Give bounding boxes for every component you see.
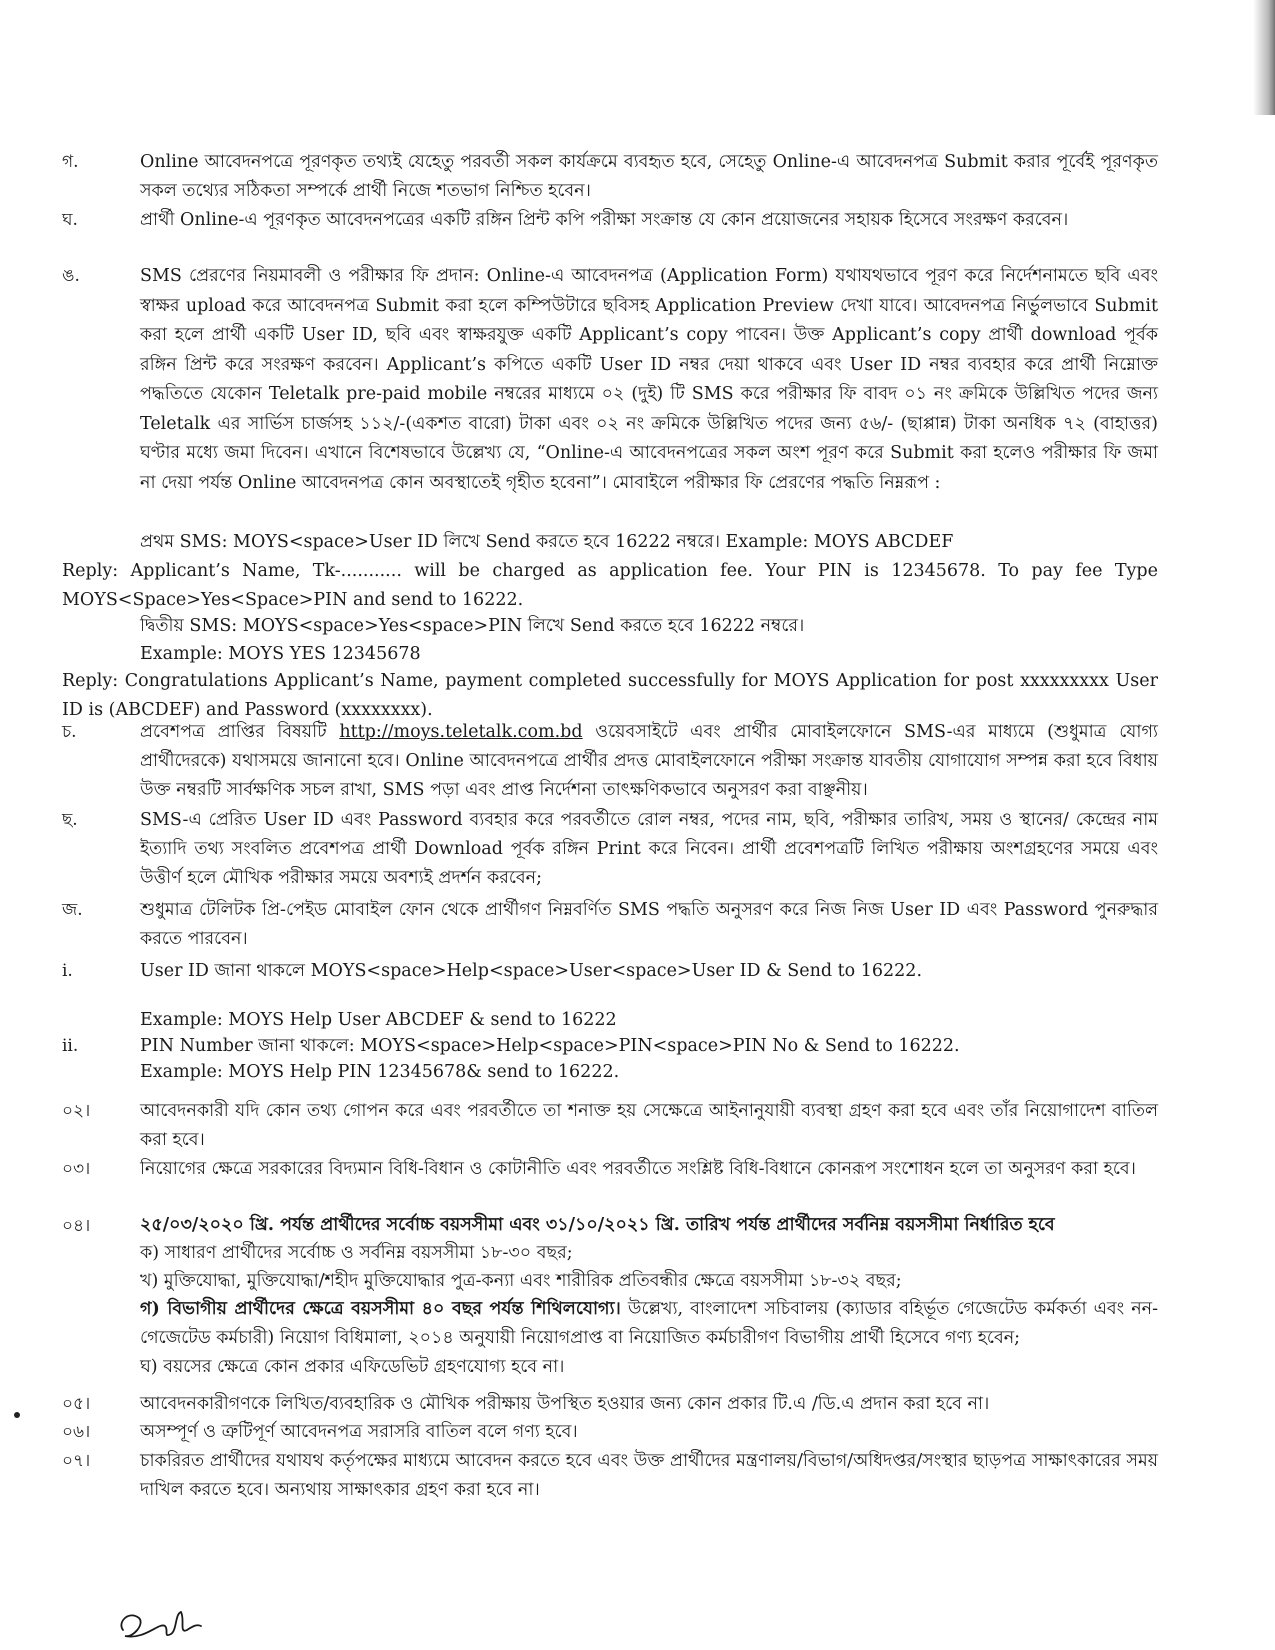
age-block [140, 1212, 1158, 1382]
item-chha-download [62, 806, 1158, 893]
item-text: আবেদনকারী যদি কোন তথ্য গোপন করে এবং পরবর্তীতে তা শনাক্ত হয় সেক্ষেত্রে আইনানুযায়ী ব্যবস্থা গ্রহণ করা হবে এবং তাঁর নিয়োগাদেশ বাতিল করা হবে। [140, 1101, 1158, 1150]
item-marker: চ. [62, 722, 77, 742]
age-departmental [140, 1295, 1158, 1353]
item-marker: ০৪। [62, 1216, 91, 1236]
clause-03 [62, 1155, 1158, 1184]
admit-text-post: ওয়েবসাইটে এবং প্রার্থীর মোবাইলফোনে SMS-এর মাধ্যমে (শুধুমাত্র যোগ্য প্রার্থীদেরকে) যথাসময়ে জানানো হবে। Online আবেদনপত্রে প্রার্থীর প্রদত্ত মোবাইলফোনে পরীক্ষা সংক্রান্ত যাবতীয় যোগাযোগ সম্পন্ন করা হবে বিধায় উক্ত নম্বরটি সার্বক্ষণিক সচল রাখা, SMS পড়া এবং প্রাপ্ত নির্দেশনা তাৎক্ষণিকভাবে অনুসরণ করা বাঞ্ছনীয়। [140, 722, 1158, 800]
teletalk-website-link[interactable]: http://moys.teletalk.com.bd [339, 722, 583, 742]
item-marker: গ. [62, 152, 79, 172]
item-marker: ছ. [62, 810, 78, 830]
age-heading: ২৫/০৩/২০২০ খ্রি. পর্যন্ত প্রার্থীদের সর্বোচ্চ বয়সসীমা এবং ৩১/১০/২০২১ খ্রি. তারিখ পর্যন্ত প্রার্থীদের সর্বনিম্ন বয়সসীমা নির্ধারিত হবে [140, 1215, 1055, 1235]
recover-pin [62, 1032, 1158, 1061]
age-departmental-note: উল্লেখ্য, বাংলাদেশ সচিবালয় (ক্যাডার বহির্ভূত গেজেটেড কর্মকর্তা এবং নন-গেজেটেড কর্মচারী) নিয়োগ বিধিমালা, ২০১৪ অনুযায়ী নিয়োগপ্রাপ্ত বা নিয়োজিত কর্মচারীগণ বিভাগীয় প্রার্থী হিসেবে গণ্য হবেন; [140, 1299, 1159, 1348]
recover-user-id [62, 957, 1158, 986]
item-marker: i. [62, 961, 73, 981]
item-gha [62, 206, 1158, 235]
admit-text-pre: প্রবেশপত্র প্রাপ্তির বিষয়টি [140, 722, 340, 742]
age-general: ক) সাধারণ প্রার্থীদের সর্বোচ্চ ও সর্বনিম্ন বয়সসীমা ১৮-৩০ বছর; [140, 1243, 573, 1263]
scan-shadow [1253, 0, 1275, 115]
item-ja-recovery [62, 896, 1158, 954]
item-text: আবেদনকারীগণকে লিখিত/ব্যবহারিক ও মৌখিক পরীক্ষায় উপস্থিত হওয়ার জন্য কোন প্রকার টি.এ /ডি.এ প্রদান করা হবে না। [140, 1394, 990, 1414]
item-cha-admit-card [62, 718, 1158, 805]
item-text: PIN Number জানা থাকলে: MOYS<space>Help<space>PIN<space>PIN No & Send to 16222. [140, 1036, 960, 1056]
clause-05 [62, 1390, 1158, 1419]
item-text: SMS-এ প্রেরিত User ID এবং Password ব্যবহার করে পরবর্তীতে রোল নম্বর, পদের নাম, ছবি, পরীক্ষার তারিখ, সময় ও স্থানের/ কেন্দ্রের নাম ইত্যাদি তথ্য সংবলিত প্রবেশপত্র প্রার্থী Download পূর্বক রঙ্গিন Print করে নিবেন। প্রার্থী প্রবেশপত্রটি লিখিত পরীক্ষায় অংশগ্রহণের সময়ে এবং উত্তীর্ণ হলে মৌখিক পরীক্ষার সময়ে অবশ্যই প্রদর্শন করবেন; [140, 810, 1158, 888]
clause-07 [62, 1447, 1158, 1505]
item-marker: জ. [62, 900, 83, 920]
item-text: প্রার্থী Online-এ পূরণকৃত আবেদনপত্রের একটি রঙ্গিন প্রিন্ট কপি পরীক্ষা সংক্রান্ত যে কোন প্রয়োজনের সহায়ক হিসেবে সংরক্ষণ করবেন। [140, 210, 1069, 230]
item-text: শুধুমাত্র টেলিটক প্রি-পেইড মোবাইল ফোন থেকে প্রার্থীগণ নিম্নবর্ণিত SMS পদ্ধতি অনুসরণ করে নিজ নিজ User ID এবং Password পুনরুদ্ধার করতে পারবেন। [140, 900, 1158, 949]
item-text [140, 718, 1158, 805]
signature-mark [115, 1600, 215, 1645]
sms-reply-2: Reply: Congratulations Applicant’s Name, payment completed successfully for MOYS Application for post xxxxxxxxx User ID is (ABCDEF) and Password (xxxxxxxx). [62, 671, 1158, 720]
item-marker: ii. [62, 1036, 79, 1056]
sms-reply-1: Reply: Applicant’s Name, Tk-........... will be charged as application fee. Your PIN is 12345678. To pay fee Type MOYS<Space>Yes<Space>PIN and send to 16222. [62, 561, 1158, 610]
age-affidavit: ঘ) বয়সের ক্ষেত্রে কোন প্রকার এফিডেভিট গ্রহণযোগ্য হবে না। [140, 1357, 565, 1377]
recover-pin-example: Example: MOYS Help PIN 12345678& send to 16222. [140, 1062, 620, 1082]
recover-user-id-example: Example: MOYS Help User ABCDEF & send to 16222 [140, 1010, 617, 1030]
item-marker: ০৭। [62, 1451, 91, 1471]
sms-example-2: Example: MOYS YES 12345678 [140, 644, 421, 664]
item-text: Online আবেদনপত্রে পূরণকৃত তথ্যই যেহেতু পরবর্তী সকল কার্যক্রমে ব্যবহৃত হবে, সেহেতু Online-এ আবেদনপত্র Submit করার পূর্বেই পূরণকৃত সকল তথ্যের সঠিকতা সম্পর্কে প্রার্থী নিজে শতভাগ নিশ্চিত হবেন। [140, 152, 1158, 201]
sms-second-step: দ্বিতীয় SMS: MOYS<space>Yes<space>PIN লিখে Send করতে হবে 16222 নম্বরে। [140, 616, 805, 636]
item-marker: ঘ. [62, 210, 78, 230]
age-freedom-fighter: খ) মুক্তিযোদ্ধা, মুক্তিযোদ্ধা/শহীদ মুক্তিযোদ্ধার পুত্র-কন্যা এবং শারীরিক প্রতিবন্ধীর ক্ষেত্রে বয়সসীমা ১৮-৩২ বছর; [140, 1271, 902, 1291]
item-text: চাকরিরত প্রার্থীদের যথাযথ কর্তৃপক্ষের মাধ্যমে আবেদন করতে হবে এবং উক্ত প্রার্থীদের মন্ত্রণালয়/বিভাগ/অধিদপ্তর/সংস্থার ছাড়পত্র সাক্ষাৎকারের সময় দাখিল করতে হবে। অন্যথায় সাক্ষাৎকার গ্রহণ করা হবে না। [140, 1451, 1158, 1500]
item-marker: ০৬। [62, 1422, 91, 1442]
item-text: অসম্পূর্ণ ও ত্রুটিপূর্ণ আবেদনপত্র সরাসরি বাতিল বলে গণ্য হবে। [140, 1422, 578, 1442]
item-marker: ০৫। [62, 1394, 91, 1414]
item-ga [62, 148, 1158, 206]
sms-first-step: প্রথম SMS: MOYS<space>User ID লিখে Send করতে হবে 16222 নম্বরে। Example: MOYS ABCDEF [140, 532, 954, 552]
item-marker: ঙ. [62, 266, 80, 286]
item-text: SMS প্রেরণের নিয়মাবলী ও পরীক্ষার ফি প্রদান: Online-এ আবেদনপত্র (Application Form) যথাযথভাবে পূরণ করে নির্দেশনামতে ছবি এবং স্বাক্ষর upload করে আবেদনপত্র Submit করা হলে কম্পিউটারে ছবিসহ Application Preview দেখা যাবে। আবেদনপত্র নির্ভুলভাবে Submit করা হলে প্রার্থী একটি User ID, ছবি এবং স্বাক্ষরযুক্ত একটি Applicant’s copy পাবেন। উক্ত Applicant’s copy প্রার্থী download পূর্বক রঙ্গিন প্রিন্ট করে সংরক্ষণ করবেন। Applicant’s কপিতে একটি User ID নম্বর দেয়া থাকবে এবং User ID নম্বর ব্যবহার করে প্রার্থী নিম্নোক্ত পদ্ধতিতে যেকোন Teletalk pre-paid mobile নম্বরের মাধ্যমে ০২ (দুই) টি SMS করে পরীক্ষার ফি বাবদ ০১ নং ক্রমিকে উল্লিখিত পদের জন্য Teletalk এর সার্ভিস চার্জসহ ১১২/-(একশত বারো) টাকা এবং ০২ নং ক্রমিকে উল্লিখিত পদের জন্য ৫৬/- (ছাপ্পান্ন) টাকা অনধিক ৭২ (বাহাত্তর) ঘণ্টার মধ্যে জমা দিবেন। এখানে বিশেষভাবে উল্লেখ্য যে, “Online-এ আবেদনপত্রের সকল অংশ পূরণ করে Submit করা হলেও পরীক্ষার ফি জমা না দেয়া পর্যন্ত Online আবেদনপত্র কোন অবস্থাতেই গৃহীত হবেনা”। মোবাইলে পরীক্ষার ফি প্রেরণের পদ্ধতি নিম্নরূপ : [140, 266, 1158, 493]
item-nga-sms-rules [62, 262, 1158, 498]
clause-02 [62, 1097, 1158, 1155]
item-text: User ID জানা থাকলে MOYS<space>Help<space>User<space>User ID & Send to 16222. [140, 961, 923, 981]
item-marker: ০৩। [62, 1159, 91, 1179]
age-departmental-bold: গ) বিভাগীয় প্রার্থীদের ক্ষেত্রে বয়সসীমা ৪০ বছর পর্যন্ত শিথিলযোগ্য। [140, 1299, 621, 1319]
item-text: নিয়োগের ক্ষেত্রে সরকারের বিদ্যমান বিধি-বিধান ও কোটানীতি এবং পরবর্তীতে সংশ্লিষ্ট বিধি-বিধানে কোনরূপ সংশোধন হলে তা অনুসরণ করা হবে। [140, 1159, 1136, 1179]
scan-speck [14, 1412, 20, 1418]
clause-06 [62, 1418, 1158, 1447]
clause-04-age-limit [62, 1212, 1158, 1382]
item-marker: ০২। [62, 1101, 91, 1121]
